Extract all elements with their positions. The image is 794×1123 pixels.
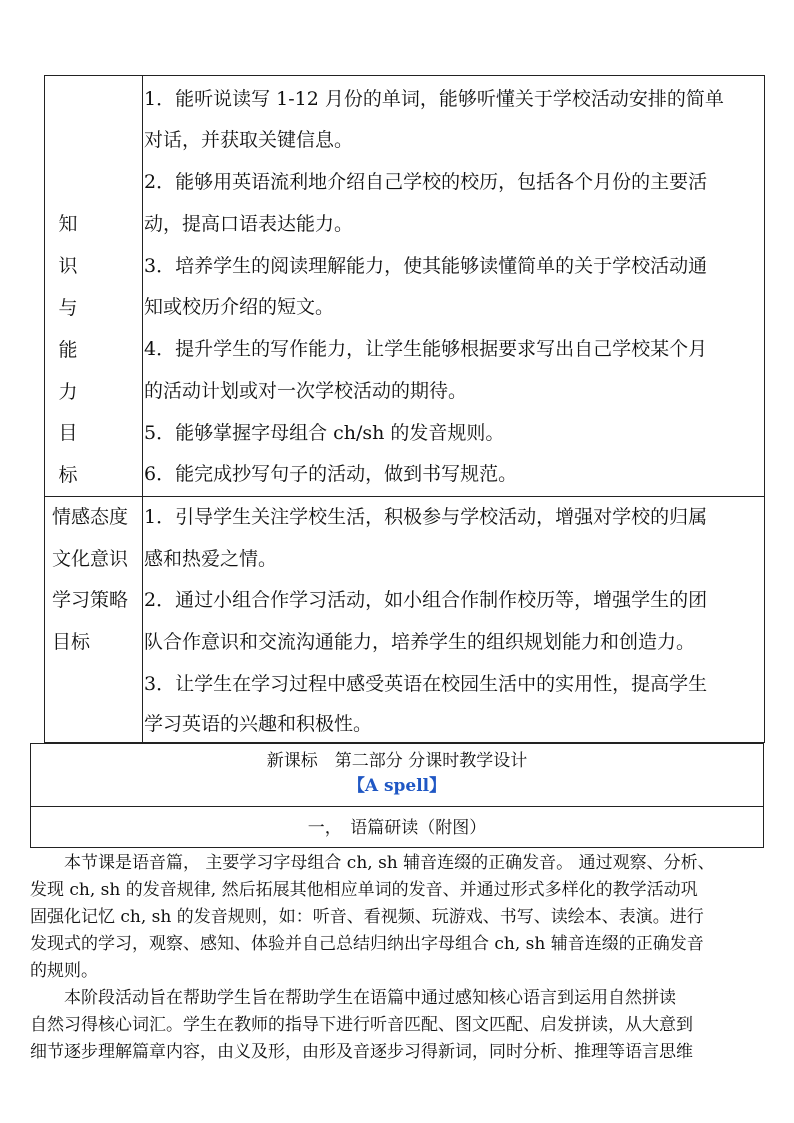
label-line: 目标 xyxy=(52,631,91,653)
section-header xyxy=(30,806,764,848)
objective-line: 对话，并获取关键信息。 xyxy=(144,129,354,151)
label-char: 标 xyxy=(58,464,78,486)
affective-line: 2．通过小组合作学习活动，如小组合作制作校历等，增强学生的团 xyxy=(144,589,708,611)
affective-line: 1．引导学生关注学校生活，积极参与学校活动，增强对学校的归属 xyxy=(144,506,708,528)
objective-line: 2．能够用英语流利地介绍自己学校的校历，包括各个月份的主要活 xyxy=(144,171,708,193)
lesson-header xyxy=(30,743,764,807)
label-line: 学习策略 xyxy=(52,589,129,611)
label-char: 能 xyxy=(58,339,78,361)
body-line: 的规则。 xyxy=(30,961,98,981)
objective-line: 3．培养学生的阅读理解能力，使其能够读懂简单的关于学校活动通 xyxy=(144,255,708,277)
body-line: 固强化记忆 ch, sh 的发音规则，如：听音、看视频、玩游戏、书写、读绘本、表演。进行 xyxy=(30,907,704,927)
objective-line: 4．提升学生的写作能力，让学生能够根据要求写出自己学校某个月 xyxy=(144,338,708,360)
label-char: 力 xyxy=(58,381,78,403)
affective-line: 学习英语的兴趣和积极性。 xyxy=(144,713,373,735)
body-line: 发现 ch, sh 的发音规律, 然后拓展其他相应单词的发音、并通过形式多样化的教学活动巩 xyxy=(30,880,698,900)
objective-line: 动，提高口语表达能力。 xyxy=(144,213,354,235)
objective-line: 1．能听说读写 1-12 月份的单词，能够听懂关于学校活动安排的简单 xyxy=(144,88,724,110)
body-line: 细节逐步理解篇章内容，由义及形，由形及音逐步习得新词，同时分析、推理等语言思维 xyxy=(30,1042,693,1062)
label-char: 目 xyxy=(58,422,78,444)
objective-line: 6．能完成抄写句子的活动，做到书写规范。 xyxy=(144,463,518,485)
knowledge-ability-label xyxy=(45,76,142,496)
table-column-divider xyxy=(142,76,143,742)
objective-line: 5．能够掌握字母组合 ch/sh 的发音规则。 xyxy=(144,422,505,444)
page-title: 新课标 第二部分 分课时教学设计 xyxy=(266,751,528,771)
objectives-table xyxy=(44,75,765,743)
body-line: 本阶段活动旨在帮助学生旨在帮助学生在语篇中通过感知核心语言到运用自然拼读 xyxy=(30,988,676,1008)
label-char: 知 xyxy=(58,213,78,235)
lesson-subtitle: 【A spell】 xyxy=(347,776,447,796)
label-char: 与 xyxy=(58,297,78,319)
body-line: 发现式的学习，观察、感知、体验并自己总结归纳出字母组合 ch, sh 辅音连缀的正确发音 xyxy=(30,934,704,954)
body-line: 本节课是语音篇， 主要学习字母组合 ch, sh 辅音连缀的正确发音。 通过观察、分析、 xyxy=(30,853,715,873)
affective-line: 感和热爱之情。 xyxy=(144,548,278,570)
objective-line: 的活动计划或对一次学校活动的期待。 xyxy=(144,380,468,402)
label-line: 文化意识 xyxy=(52,548,129,570)
body-line: 自然习得核心词汇。学生在教师的指导下进行听音匹配、图文匹配、启发拼读，从大意到 xyxy=(30,1015,693,1035)
objective-line: 知或校历介绍的短文。 xyxy=(144,296,335,318)
label-char: 识 xyxy=(58,255,78,277)
table-row-divider xyxy=(45,496,764,497)
section-title: 一， 语篇研读（附图） xyxy=(307,818,487,838)
label-line: 情感态度 xyxy=(52,506,129,528)
affective-line: 队合作意识和交流沟通能力，培养学生的组织规划能力和创造力。 xyxy=(144,631,696,653)
affective-line: 3．让学生在学习过程中感受英语在校园生活中的实用性，提高学生 xyxy=(144,673,708,695)
